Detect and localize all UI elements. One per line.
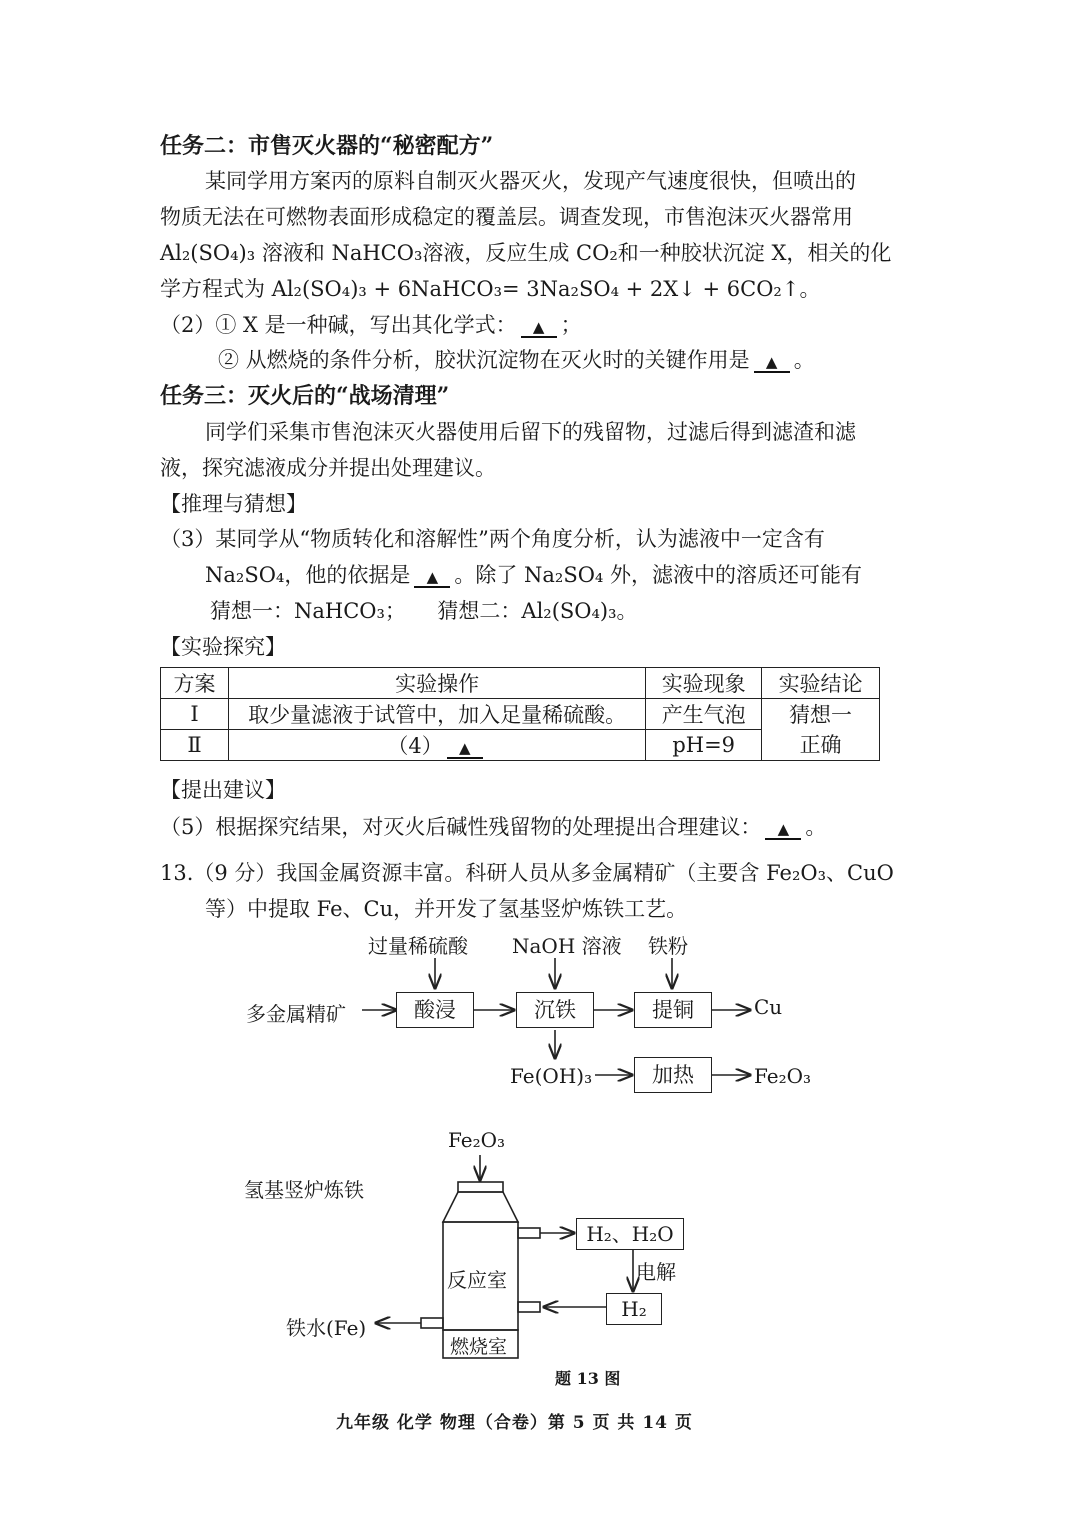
- task2-equation-line: 学方程式为 Al₂(SO₄)₃ + 6NaHCO₃= 3Na₂SO₄ + 2X↓ + 6CO₂↑。: [160, 277, 821, 301]
- page-footer: 九年级 化学 物理（合卷）第 5 页 共 14 页: [336, 1413, 693, 1433]
- phenomenon-cell: pH=9: [646, 730, 762, 761]
- step-heating: 加热: [634, 1057, 712, 1093]
- iron-output: 铁水(Fe): [286, 1316, 367, 1340]
- table-header: 实验现象: [646, 668, 762, 699]
- q4-label: （4）: [387, 734, 443, 758]
- table-header: 实验结论: [762, 668, 880, 699]
- outlet-pipe: [518, 1228, 540, 1238]
- question-3-text: Na₂SO₄，他的依据是: [205, 563, 411, 587]
- task3-para-line1: 同学们采集市售泡沫灭火器使用后留下的残留物，过滤后得到滤渣和滤: [205, 420, 856, 444]
- inlet-pipe: [518, 1302, 540, 1312]
- reaction-room-label: 反应室: [447, 1268, 507, 1292]
- gas-output-box: H₂、H₂O: [576, 1218, 684, 1250]
- answer-blank-4[interactable]: ▲: [447, 739, 483, 759]
- furnace-top-cone: [443, 1192, 518, 1222]
- answer-blank-3[interactable]: ▲: [414, 568, 450, 588]
- question-13-line1: 13.（9 分）我国金属资源丰富。科研人员从多金属精矿（主要含 Fe₂O₃、CuO: [160, 861, 894, 885]
- question-2a-text: （2）① X 是一种碱，写出其化学式：: [160, 313, 517, 337]
- task3-heading: 任务三：灭火后的“战场清理”: [160, 383, 450, 409]
- output-fe2o3: Fe₂O₃: [754, 1064, 812, 1088]
- table-header: 方案: [161, 668, 229, 699]
- section-experiment: 【实验探究】: [160, 635, 286, 659]
- task2-para-line3: Al₂(SO₄)₃ 溶液和 NaHCO₃溶液，反应生成 CO₂和一种胶状沉淀 X，相关的化: [160, 241, 892, 265]
- precipitate-feoh3: Fe(OH)₃: [510, 1064, 593, 1088]
- question-2b-text: ② 从燃烧的条件分析，胶状沉淀物在灭火时的关键作用是: [218, 348, 750, 372]
- output-cu: Cu: [754, 995, 783, 1019]
- input-ore: 多金属精矿: [246, 1002, 346, 1026]
- furnace-title: 氢基竖炉炼铁: [244, 1178, 364, 1202]
- plan-cell: Ⅱ: [161, 730, 229, 761]
- combustion-room-label: 燃烧室: [450, 1336, 508, 1358]
- question-5-end: 。: [805, 815, 827, 839]
- plan-cell: Ⅰ: [161, 699, 229, 730]
- question-13-line2: 等）中提取 Fe、Cu，并开发了氢基竖炉炼铁工艺。: [205, 897, 688, 921]
- furnace-top-cap: [458, 1182, 503, 1192]
- conclusion-line2: 正确: [799, 732, 842, 757]
- phenomenon-cell: 产生气泡: [646, 699, 762, 730]
- section-suggest: 【提出建议】: [160, 778, 286, 802]
- question-3-line1: （3）某同学从“物质转化和溶解性”两个角度分析，认为滤液中一定含有: [160, 527, 825, 551]
- question-2b-end: 。: [793, 348, 815, 372]
- figure-caption: 题 13 图: [555, 1369, 621, 1388]
- h2-box: H₂: [606, 1293, 662, 1325]
- task2-para-line2: 物质无法在可燃物表面形成稳定的覆盖层。调查发现，市售泡沫灭火器常用: [160, 205, 853, 229]
- task2-para-line1: 某同学用方案丙的原料自制灭火器灭火，发现产气速度很快，但喷出的: [205, 169, 856, 193]
- operation-cell: 取少量滤液于试管中，加入足量稀硫酸。: [228, 699, 645, 730]
- question-3-guesses: 猜想一：NaHCO₃； 猜想二：Al₂(SO₄)₃。: [210, 599, 638, 623]
- conclusion-line1: 猜想一: [789, 702, 853, 727]
- step-acid-leach: 酸浸: [396, 992, 474, 1028]
- task3-para-line2: 液，探究滤液成分并提出处理建议。: [160, 456, 496, 480]
- answer-blank-5[interactable]: ▲: [765, 820, 801, 840]
- table-header: 实验操作: [228, 668, 645, 699]
- answer-blank-2b[interactable]: ▲: [754, 353, 790, 373]
- furnace-feed: Fe₂O₃: [448, 1128, 506, 1152]
- iron-pipe: [421, 1318, 443, 1328]
- step-precipitate-iron: 沉铁: [516, 992, 594, 1028]
- electrolysis-label: 电解: [636, 1260, 676, 1284]
- reagent-iron-powder: 铁粉: [648, 934, 688, 958]
- question-2a-end: ；: [560, 313, 582, 337]
- step-extract-copper: 提铜: [634, 992, 712, 1028]
- section-infer: 【推理与猜想】: [160, 492, 307, 516]
- task2-heading: 任务二：市售灭火器的“秘密配方”: [160, 133, 494, 159]
- answer-blank-2a[interactable]: ▲: [521, 318, 557, 338]
- reagent-naoh: NaOH 溶液: [512, 934, 622, 958]
- reagent-sulfuric-acid: 过量稀硫酸: [368, 934, 468, 958]
- question-3-text-cont: 。除了 Na₂SO₄ 外，滤液中的溶质还可能有: [454, 563, 863, 587]
- question-5-text: （5）根据探究结果，对灭火后碱性残留物的处理提出合理建议：: [160, 815, 762, 839]
